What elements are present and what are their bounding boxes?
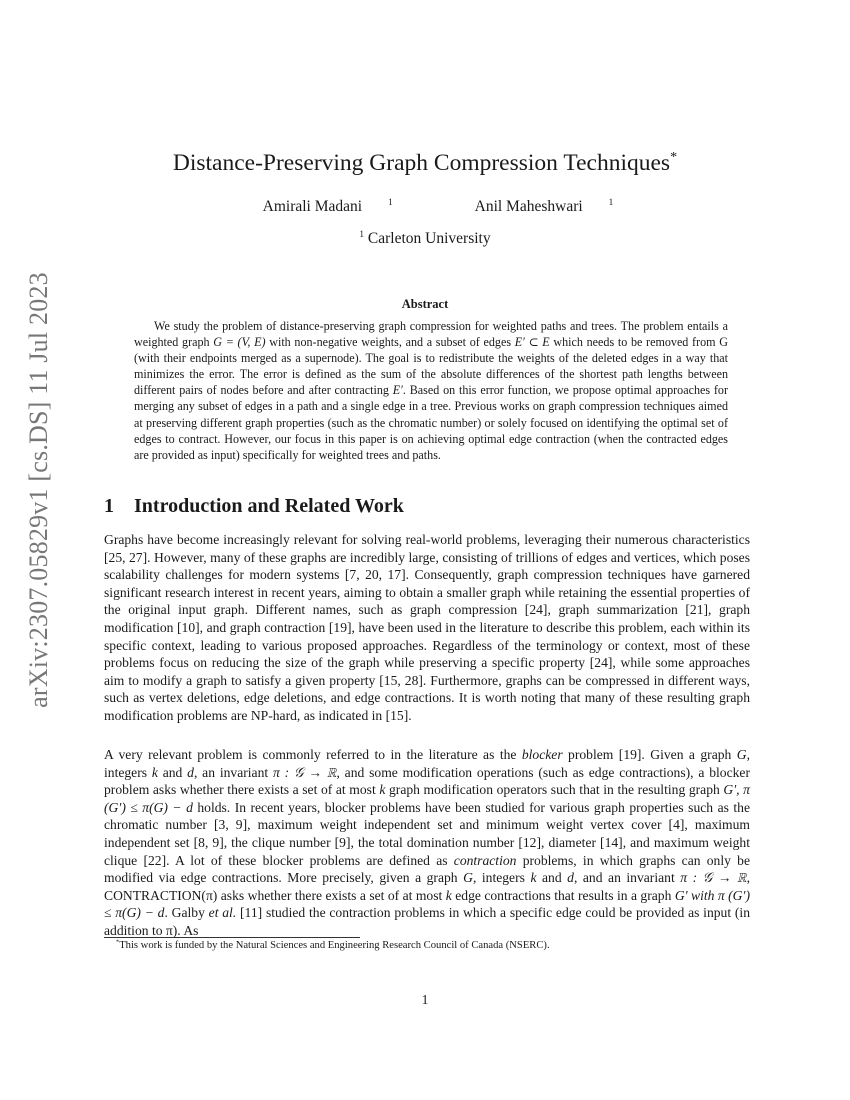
section-heading: [104, 495, 404, 518]
arxiv-id: arXiv:2307.05829v1 [cs.DS] 11 Jul 2023: [24, 272, 53, 708]
intro-paragraph-1: Graphs have become increasingly relevant for solving real-world problems, leveraging their numerous characteristics [25, 27]. However, many of these graphs are incredibly large, consisting of trillions of edges and vertices, which poses scalability challenges for modern systems [7, 20, 17]. Consequently, graph compression techniques have garnered significant research interest in recent years, aiming to obtain a smaller graph while retaining the essential properties of the original input graph. Different names, such as graph compression [24], graph summarization [21], graph modification [10], and graph contraction [19], have been used in the literature to describe this problem, each within its specific context, leading to various proposed approaches. Regardless of the terminology or context, most of these problems focus on reducing the size of the graph while preserving a specific property [24], while some approaches aim to modify a graph to satisfy a given property [15, 28]. Furthermore, graphs can be compressed in different ways, such as vertex deletions, edge deletions, and edge contractions. It is worth noting that many of these resulting graph modification problems are NP-hard, as indicated in [15].: [104, 532, 750, 723]
author: Anil Maheshwari $^1$: [474, 197, 614, 215]
paper-title: Distance-Preserving Graph Compression Techniques*: [172, 149, 678, 176]
abstract-heading: Abstract: [401, 297, 449, 311]
abstract-text: We study the problem of distance-preserving graph compression for weighted paths and trees. The problem entails a weighted graph G = (V, E) with non-negative weights, and a subset of edges E′ ⊂ E which needs to be removed from G (with their endpoints merged as a supernode). The goal is to redistribute the weights of the deleted edges in a way that minimizes the error. The error is defined as the sum of the absolute differences of the shortest path lengths between different pairs of nodes before and after contracting E′. Based on this error function, we propose optimal approaches for merging any subset of edges in a path and a single edge in a tree. Previous works on graph compression techniques aimed at preserving different graph properties (such as the chromatic number) or solely focused on identifying the optimal set of edges to contract. However, our focus in this paper is on achieving optimal edge contraction (when the contracted edges are provided as input) specifically for weighted trees and paths.: [134, 319, 728, 462]
author-list: [0, 198, 850, 216]
section-title: Introduction and Related Work: [134, 495, 404, 517]
title-footnote-mark: *: [670, 149, 678, 166]
intro-paragraph-2: A very relevant problem is commonly referred to in the literature as the blocker problem [19]. Given a graph G, integers k and d, an invariant π : 𝒢 → ℝ, and some modification operations (such as edge contractions), a blocker problem asks whether there exists a set of at most k graph modification operators such that in the resulting graph G′, π (G′) ≤ π(G) − d holds. In recent years, blocker problems have been studied for various graph properties such as the chromatic number [3, 9], maximum weight independent set and minimum weight vertex cover [4], maximum independent set [8, 9], the clique number [9], the total domination number [12], diameter [14], and maximum weight clique [22]. A lot of these blocker problems are defined as contraction problems, in which graphs can only be modified via edge contractions. More precisely, given a graph G, integers k and d, and an invariant π : 𝒢 → ℝ, CONTRACTION(π) asks whether there exists a set of at most k edge contractions that results in a graph G′ with π (G′) ≤ π(G) − d. Galby et al. [11] studied the contraction problems in which a specific edge could be provided as input (in addition to π). As: [104, 747, 751, 938]
math: G = (V, E): [213, 335, 266, 350]
footnote: *This work is funded by the Natural Sciences and Engineering Research Council of Canada (NSERC).: [116, 938, 550, 951]
math: E′ ⊂ E: [514, 335, 550, 350]
footnote-rule: [104, 937, 360, 938]
arxiv-sidebar: [14, 272, 64, 708]
section-number: 1: [104, 495, 114, 517]
math: E′: [392, 383, 403, 398]
page-number: 1: [421, 992, 429, 1007]
author: Amirali Madani $^1$: [262, 197, 393, 215]
affiliation: $^1$ Carleton University: [359, 229, 491, 247]
